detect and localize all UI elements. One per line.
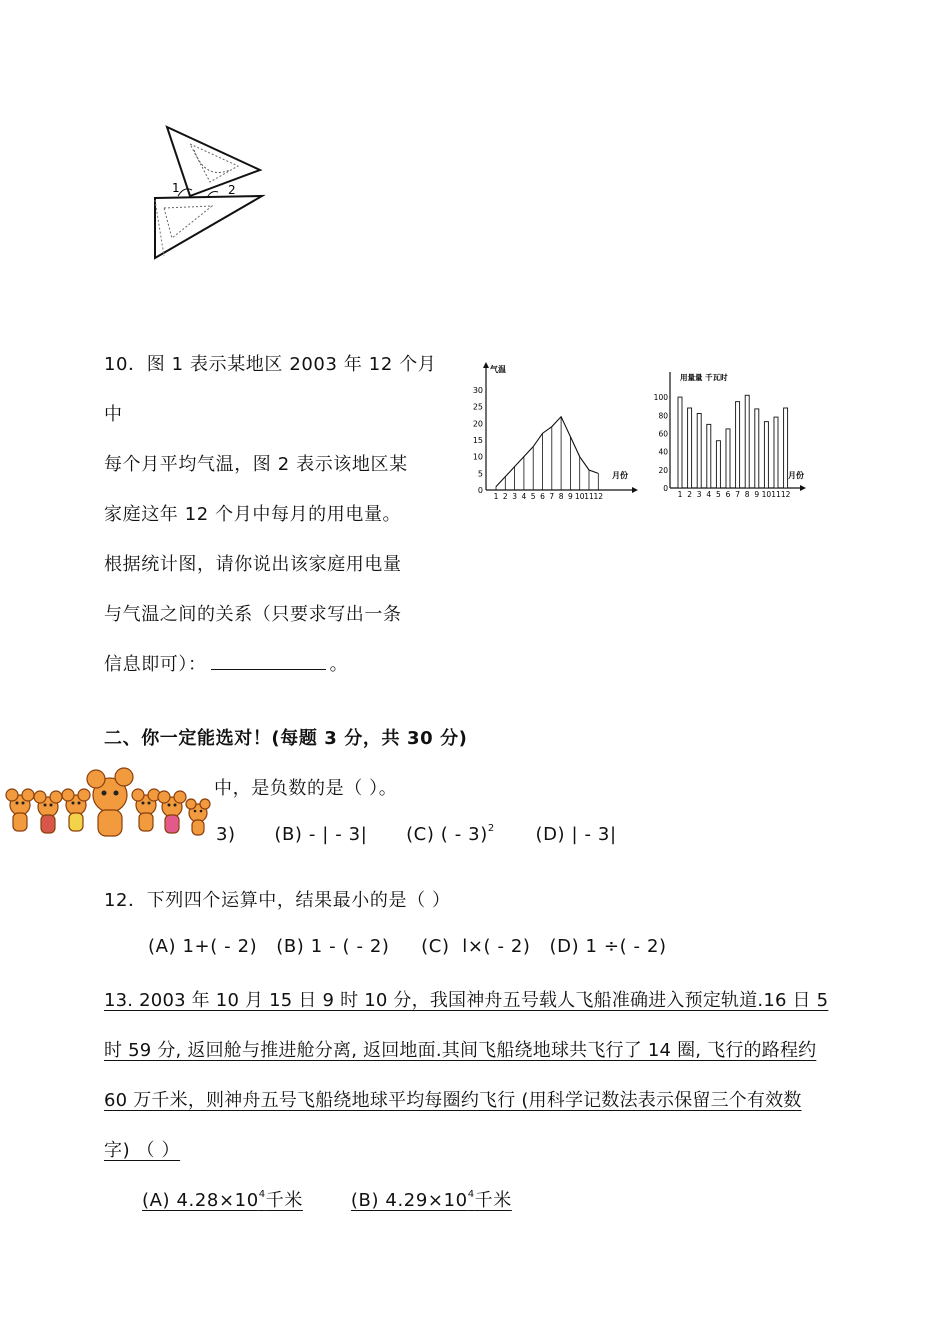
x-axis-label: 月份	[788, 471, 804, 480]
bar	[707, 424, 711, 488]
q10-line-7	[104, 650, 348, 676]
bar	[736, 402, 740, 488]
q13-options	[142, 1186, 512, 1212]
temperature-chart	[462, 360, 642, 500]
x-tick-label: 2	[502, 492, 508, 500]
q11-option-c: (C) ( - 3)$^2$	[406, 823, 495, 845]
x-tick-label: 11	[584, 492, 594, 500]
x-tick-label: 1	[677, 490, 683, 499]
bar	[697, 413, 701, 488]
q11-options	[216, 824, 617, 845]
x-tick-label: 4	[706, 490, 712, 499]
q13-line-3: 60 万千米，则神舟五号飞船绕地球平均每圈约飞行 (用科学记数法表示保留三个有效数	[104, 1090, 802, 1111]
q10-line-1: 10．图 1 表示某地区 2003 年 12 个月	[104, 354, 437, 375]
electricity-chart	[652, 368, 812, 500]
bar	[678, 397, 682, 488]
q10-line-4: 家庭这年 12 个月中每月的用电量。	[104, 504, 402, 525]
y-tick-label: 30	[472, 386, 483, 395]
x-tick-label: 3	[512, 492, 517, 500]
section-2-title: 二、你一定能选对！(每题 3 分，共 30 分)	[104, 728, 468, 749]
x-tick-label: 5	[716, 490, 721, 499]
x-tick-label: 10	[574, 492, 585, 500]
y-tick-label: 5	[477, 469, 483, 479]
x-tick-label: 5	[530, 492, 536, 500]
y-tick-label: 20	[472, 419, 483, 429]
x-tick-label: 11	[771, 490, 781, 499]
x-tick-label: 10	[761, 490, 772, 499]
x-tick-label: 4	[521, 492, 527, 500]
q10-line-2: 中	[104, 404, 123, 425]
y-axis-arrow	[483, 362, 489, 368]
y-tick-label: 15	[472, 436, 483, 445]
x-tick-label: 2	[687, 490, 692, 499]
y-tick-label: 20	[658, 465, 668, 475]
q12-stem: 12．下列四个运算中，结果最小的是（ ）	[104, 890, 451, 911]
x-tick-label: 12	[593, 492, 604, 500]
y-axis-label: 用量量 千瓦时	[680, 373, 728, 382]
y-tick-label: 25	[472, 402, 483, 412]
q13-line-1: 13. 2003 年 10 月 15 日 9 时 10 分，我国神舟五号载人飞船准确进入预定轨道.16 日 5	[104, 990, 829, 1011]
q11-option-a: 3)	[216, 824, 236, 845]
bar	[764, 422, 768, 488]
x-axis-arrow	[800, 485, 806, 491]
y-tick-label: 40	[658, 447, 668, 457]
bar	[784, 408, 788, 488]
x-axis-label: 月份	[612, 471, 628, 480]
x-axis-arrow	[632, 487, 638, 493]
q10-line-7-suffix: 。	[329, 654, 349, 675]
x-tick-label: 8	[744, 490, 750, 499]
x-tick-label: 7	[549, 492, 555, 500]
x-tick-label: 6	[725, 490, 731, 499]
bar	[716, 441, 720, 488]
bar	[688, 408, 692, 488]
x-tick-label: 6	[540, 492, 545, 500]
y-tick-label: 60	[658, 429, 668, 439]
q10-line-3: 每个月平均气温，图 2 表示该地区某	[104, 454, 408, 475]
y-tick-label: 0	[477, 486, 483, 495]
q10-line-7-prefix: 信息即可）：	[104, 654, 207, 675]
x-tick-label: 7	[735, 490, 740, 499]
y-axis-label: 气温	[490, 365, 506, 374]
x-tick-label: 1	[493, 492, 499, 500]
temperature-line	[496, 417, 598, 487]
y-tick-label: 10	[472, 452, 483, 462]
cartoon-mice-image	[0, 765, 215, 845]
y-tick-label: 80	[658, 411, 668, 421]
q10-line-6: 与气温之间的关系（只要求写出一条	[104, 604, 402, 625]
x-tick-label: 9	[568, 492, 573, 500]
x-tick-label: 12	[780, 490, 791, 499]
y-tick-label: 0	[663, 484, 668, 493]
q11-option-d: (D) | - 3|	[535, 824, 617, 845]
q11-stem: 中，是负数的是（ ）。	[214, 778, 398, 799]
q13-option-b: (B) $4.29\times 10^4$千米	[350, 1189, 512, 1211]
q13-line-2: 时 59 分, 返回舱与推进舱分离, 返回地面.其间飞船绕地球共飞行了 14 圈, 飞行的路程约	[104, 1040, 817, 1061]
bar	[745, 395, 749, 488]
q13-option-a: (A) $4.28\times 10^4$千米	[142, 1189, 303, 1211]
q12-options: (A) 1+( - 2) (B) 1 - ( - 2) (C) l×( - 2) (D) 1 ÷( - 2)	[148, 936, 667, 957]
x-tick-label: 8	[558, 492, 564, 500]
set-square-figure	[150, 120, 270, 265]
bar	[755, 409, 759, 488]
x-tick-label: 9	[754, 490, 760, 499]
bar	[726, 429, 730, 488]
q11-option-b: (B) - | - 3|	[274, 824, 368, 845]
answer-blank[interactable]	[211, 655, 326, 670]
angle-2-label: 2	[228, 183, 236, 197]
q10-line-5: 根据统计图，请你说出该家庭用电量	[104, 554, 402, 575]
x-tick-label: 3	[696, 490, 702, 499]
angle-1-label: 1	[172, 181, 180, 195]
y-tick-label: 100	[653, 393, 668, 403]
q13-line-4: 字) （ ）	[104, 1140, 181, 1161]
bar	[774, 417, 778, 488]
